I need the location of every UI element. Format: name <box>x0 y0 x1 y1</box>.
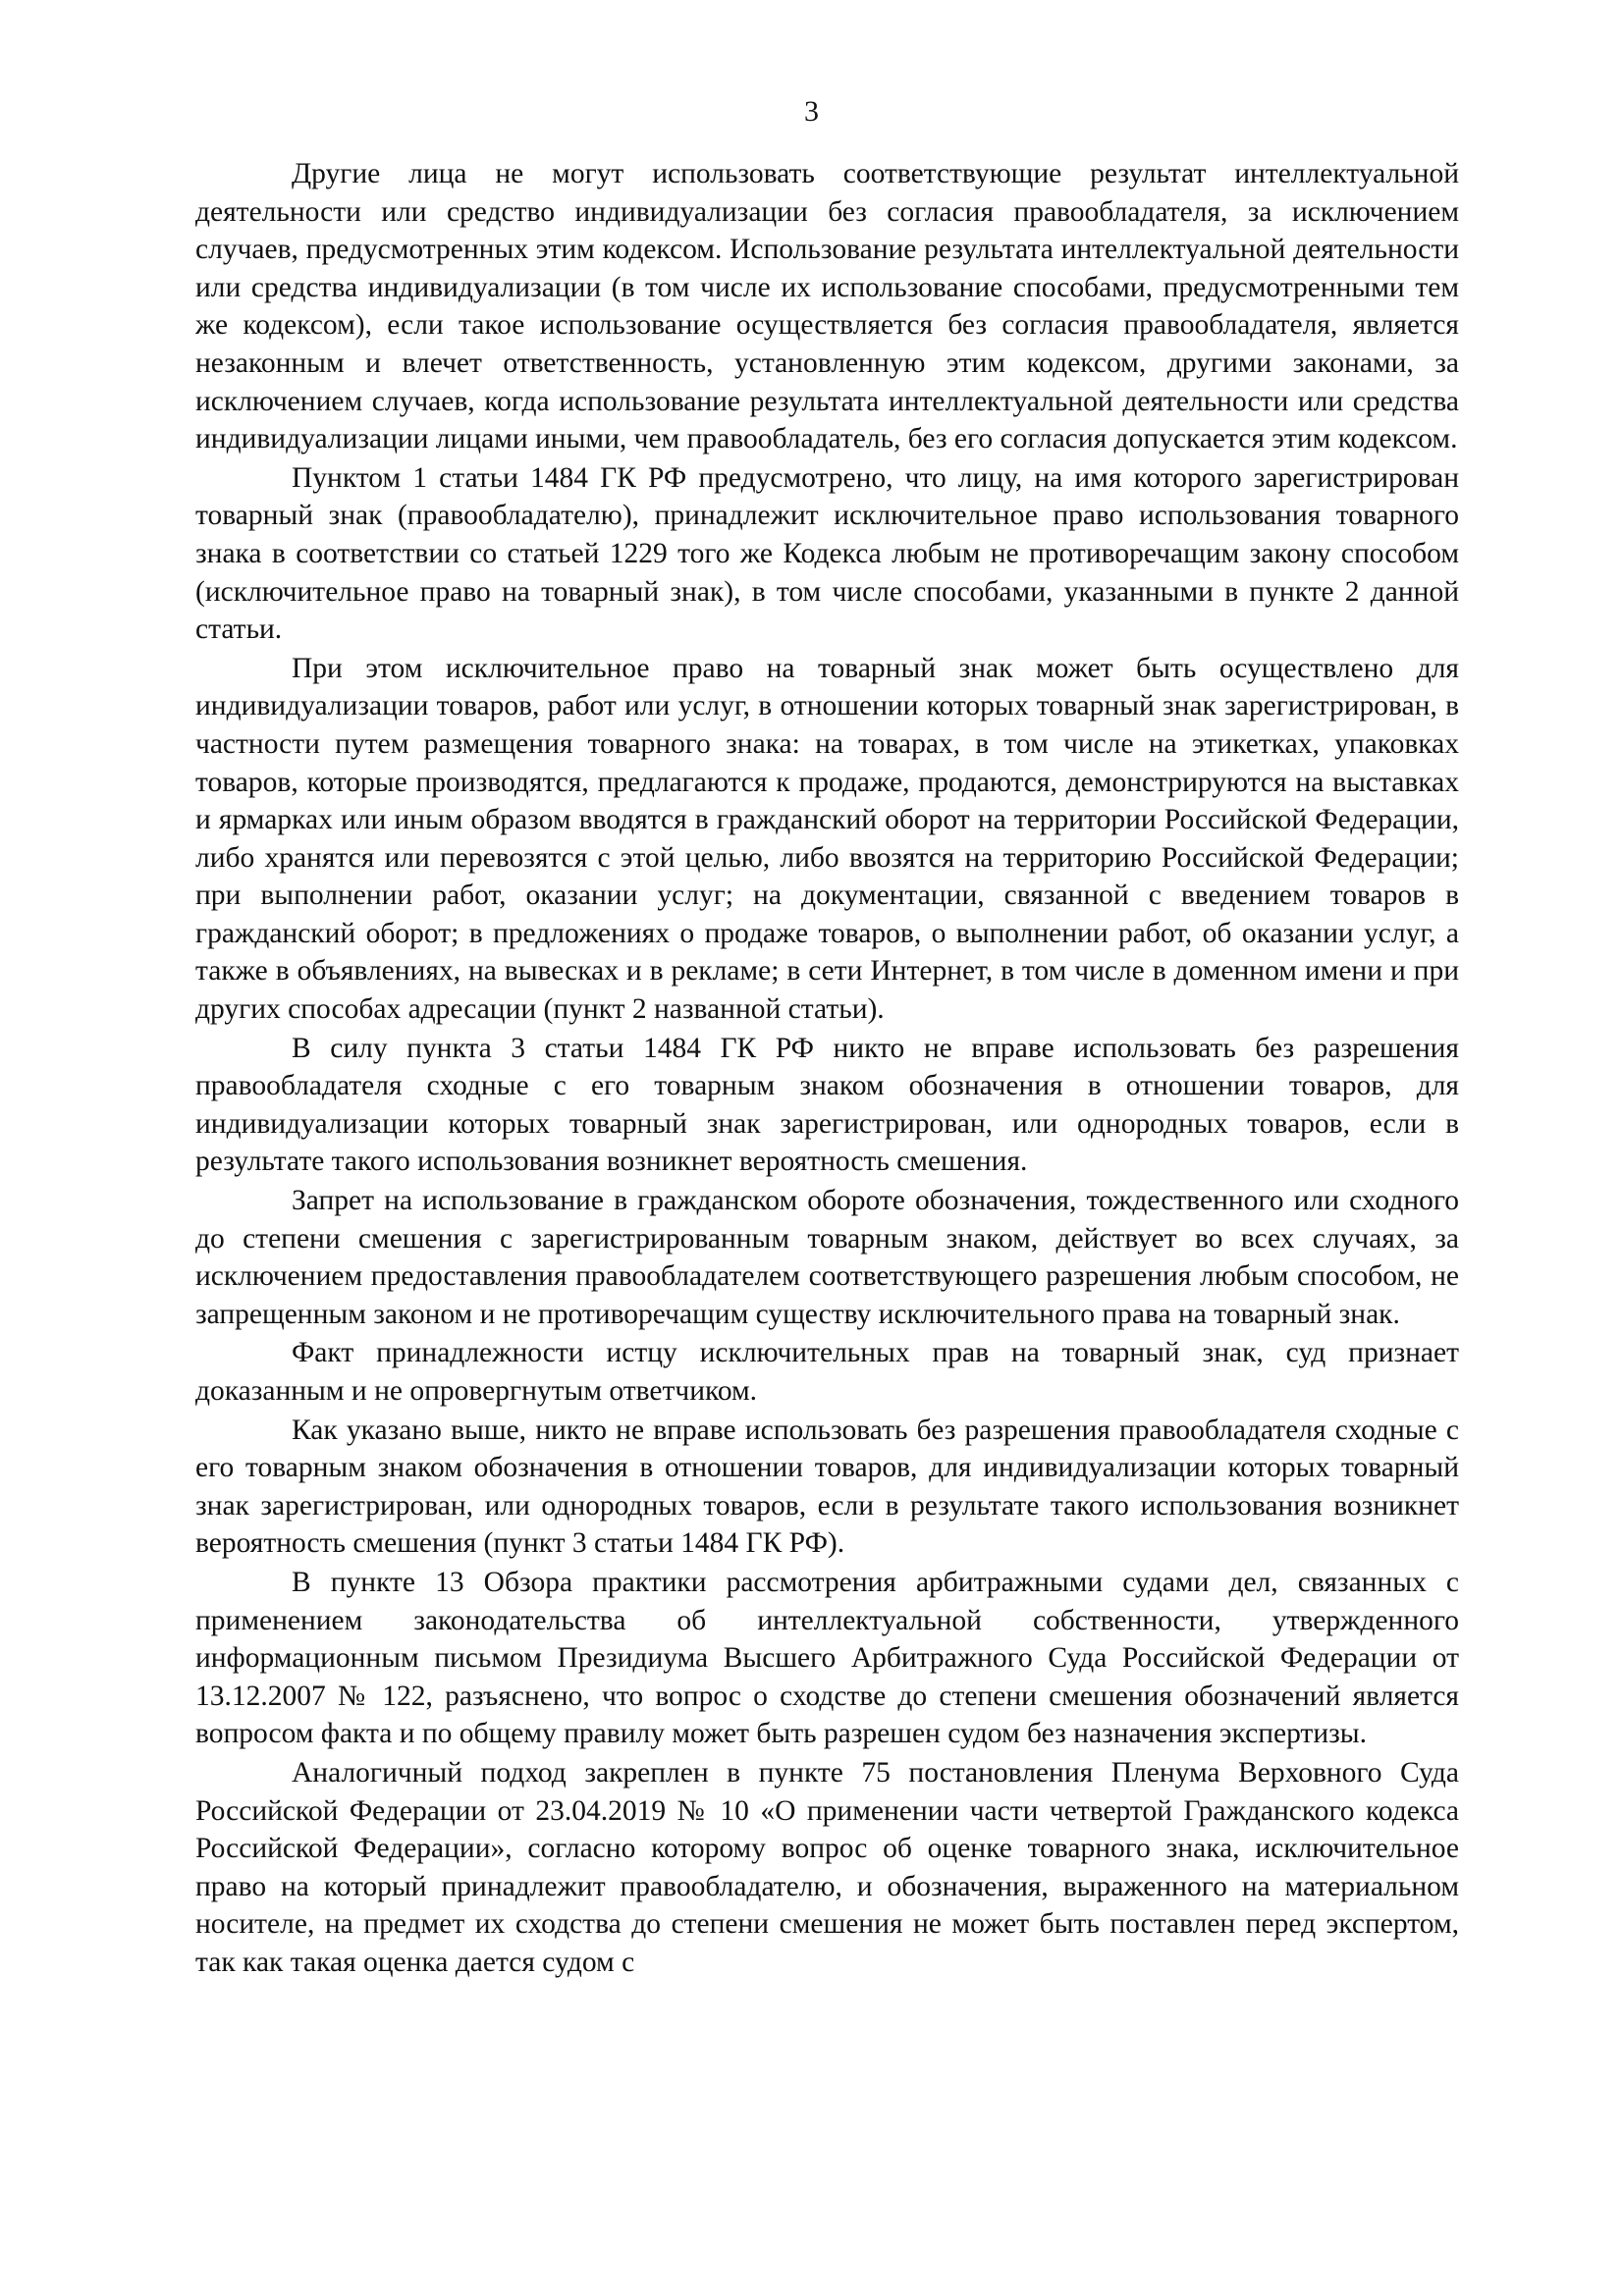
paragraph-3: При этом исключительное право на товарный знак может быть осуществлено для индивидуализации товаров, работ или услуг, в отношении которых товарный знак зарегистрирован, в частности путем размещения товарного знака: на товарах, в том числе на этикетках, упаковках товаров, которые производятся, предлагаются к продаже, продаются, демонстрируются на выставках и ярмарках или иным образом вводятся в гражданский оборот на территории Российской Федерации, либо хранятся или перевозятся с этой целью, либо ввозятся на территорию Российской Федерации; при выполнении работ, оказании услуг; на документации, связанной с введением товаров в гражданский оборот; в предложениях о продаже товаров, о выполнении работ, об оказании услуг, а также в объявлениях, на вывесках и в рекламе; в сети Интернет, в том числе в доменном имени и при других способах адресации (пункт 2 названной статьи). <box>195 652 1459 1026</box>
paragraph-5: Запрет на использование в гражданском обороте обозначения, тождественного или сходного до степени смешения с зарегистрированным товарным знаком, действует во всех случаях, за исключением предоставления правообладателем соответствующего разрешения любым способом, не запрещенным законом и не противоречащим существу исключительного права на товарный знак. <box>195 1185 1459 1330</box>
paragraph-4: В силу пункта 3 статьи 1484 ГК РФ никто не вправе использовать без разрешения правообладателя сходные с его товарным знаком обозначения в отношении товаров, для индивидуализации которых товарный знак зарегистрирован, или однородных товаров, если в результате такого использования возникнет вероятность смешения. <box>195 1032 1459 1178</box>
document-body <box>195 155 1459 1982</box>
paragraph-1: Другие лица не могут использовать соответствующие результат интеллектуальной деятельности или средство индивидуализации без согласия правообладателя, за исключением случаев, предусмотренных этим кодексом. Использование результата интеллектуальной деятельности или средства индивидуализации (в том числе их использование способами, предусмотренными тем же кодексом), если такое использование осуществляется без согласия правообладателя, является незаконным и влечет ответственность, установленную этим кодексом, другими законами, за исключением случаев, когда использование результата интеллектуальной деятельности или средства индивидуализации лицами иными, чем правообладатель, без его согласия допускается этим кодексом. <box>195 158 1459 455</box>
paragraph-7: Как указано выше, никто не вправе использовать без разрешения правообладателя сходные с его товарным знаком обозначения в отношении товаров, для индивидуализации которых товарный знак зарегистрирован, или однородных товаров, если в результате такого использования возникнет вероятность смешения (пункт 3 статьи 1484 ГК РФ). <box>195 1414 1459 1560</box>
paragraph-8: В пункте 13 Обзора практики рассмотрения арбитражными судами дел, связанных с применением законодательства об интеллектуальной собственности, утвержденного информационным письмом Президиума Высшего Арбитражного Суда Российской Федерации от 13.12.2007 № 122, разъяснено, что вопрос о сходстве до степени смешения обозначений является вопросом факта и по общему правилу может быть разрешен судом без назначения экспертизы. <box>195 1566 1459 1750</box>
page-number: 3 <box>804 95 819 128</box>
paragraph-9: Аналогичный подход закреплен в пункте 75 постановления Пленума Верховного Суда Российской Федерации от 23.04.2019 № 10 «О применении части четвертой Гражданского кодекса Российской Федерации», согласно которому вопрос об оценке товарного знака, исключительное право на который принадлежит правообладателю, и обозначения, выраженного на материальном носителе, на предмет их сходства до степени смешения не может быть поставлен перед экспертом, так как такая оценка дается судом с <box>195 1756 1459 1978</box>
paragraph-6: Факт принадлежности истцу исключительных прав на товарный знак, суд признает доказанным и не опровергнутым ответчиком. <box>195 1337 1459 1407</box>
paragraph-2: Пунктом 1 статьи 1484 ГК РФ предусмотрено, что лицу, на имя которого зарегистрирован товарный знак (правообладателю), принадлежит исключительное право использования товарного знака в соответствии со статьей 1229 того же Кодекса любым не противоречащим закону способом (исключительное право на товарный знак), в том числе способами, указанными в пункте 2 данной статьи. <box>195 461 1459 646</box>
